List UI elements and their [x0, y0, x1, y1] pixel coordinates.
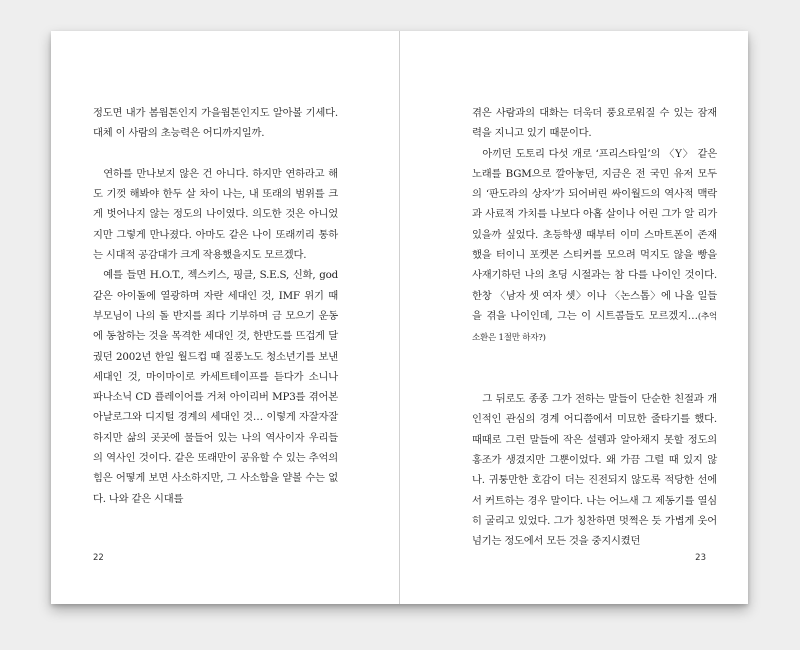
page-number: 23	[695, 553, 706, 563]
paragraph: 연하를 만나보지 않은 건 아니다. 하지만 연하라고 해도 기껏 해봐야 한두 살 차이 나는, 내 또래의 범위를 크게 벗어나지 않는 정도의 나이였다. 의도한 것은 아니었지만 그렇게 만나졌다. 아마도 같은 나이 또래끼리 통하는 시대적 공감대가 크게 작용했을지도 모르겠다.	[93, 167, 338, 262]
paragraph: 정도면 내가 봄웜톤인지 가을웜톤인지도 알아볼 기세다. 대체 이 사람의 초능력은 어디까지일까.	[93, 107, 338, 140]
page-number: 22	[93, 553, 104, 563]
left-page	[51, 31, 399, 604]
book-spread	[51, 31, 748, 604]
aside-note: (추억 소환은 1절만 하자?)	[472, 311, 717, 344]
paragraph: 그 뒤로도 종종 그가 전하는 말들이 단순한 친절과 개인적인 관심의 경계 어디쯤에서 미묘한 줄타기를 했다. 때때로 그런 말들에 작은 설렘과 알아채지 못할 정도의 홍조가 생겼지만 그뿐이었다. 왜 가끔 그럴 때 있지 않나. 귀퉁만한 호감이 더는 진전되지 않도록 적당한 선에서 커트하는 경우 말이다. 나는 어느새 그 제동기를 열심히 굴리고 있었다. 그가 칭찬하면 멋쩍은 듯 가볍게 웃어넘기는 정도에서 모든 것을 중지시켰던	[472, 393, 717, 548]
paragraph: 예를 들면 H.O.T., 젝스키스, 핑클, S.E.S, 신화, god 같은 아이돌에 열광하며 자란 세대인 것, IMF 위기 때 부모님이 나의 돌 반지를 죄다 기부하며 금 모으기 운동에 동참하는 것을 목격한 세대인 것, 한반도를 뜨겁게 달궜던 2002년 한일 월드컵 때 질풍노도 청소년기를 보낸 세대인 것, 마이마이로 카세트테이프를 듣다가 소니나 파나소닉 CD 플레이어를 거쳐 아이리버 MP3를 겪어본 아날로그와 디지털 경계의 세대인 것… 이렇게 자잘자잘하지만 삶의 곳곳에 물들어 있는 나의 역사이자 우리들의 역사인 것이다. 같은 또래만이 공유할 수 있는 추억의 힘은 어떻게 보면 사소하지만, 그 사소함을 얕볼 수는 없다. 나와 같은 시대를	[93, 269, 338, 505]
right-page	[400, 31, 748, 604]
paragraph: 겪은 사람과의 대화는 더욱더 풍요로워질 수 있는 잠재력을 지니고 있기 때문이다.	[472, 107, 717, 140]
left-page-body	[93, 103, 338, 509]
right-page-body	[472, 103, 717, 552]
paragraph-text: 아끼던 도토리 다섯 개로 ‘프리스타일’의 〈Y〉 같은 노래를 BGM으로 깔아놓던, 지금은 전 국민 유저 모두의 ‘판도라의 상자’가 되어버린 싸이월드의 역사적 맥락과 사료적 가치를 나보다 아홉 살이나 어린 그가 알 리가 있을까 싶었다. 초등학생 때부터 이미 스마트폰이 존재했을 터이니 포켓몬 스티커를 모으려 먹지도 않을 빵을 사재기하던 나의 초딩 시절과는 참 다를 나이인 것이다. 한창 〈남자 셋 여자 셋〉이나 〈논스톱〉에 나올 일들을 겪을 나이인데, 그는 이 시트콤들도 모르겠지…	[472, 147, 717, 322]
paragraph	[472, 144, 717, 349]
